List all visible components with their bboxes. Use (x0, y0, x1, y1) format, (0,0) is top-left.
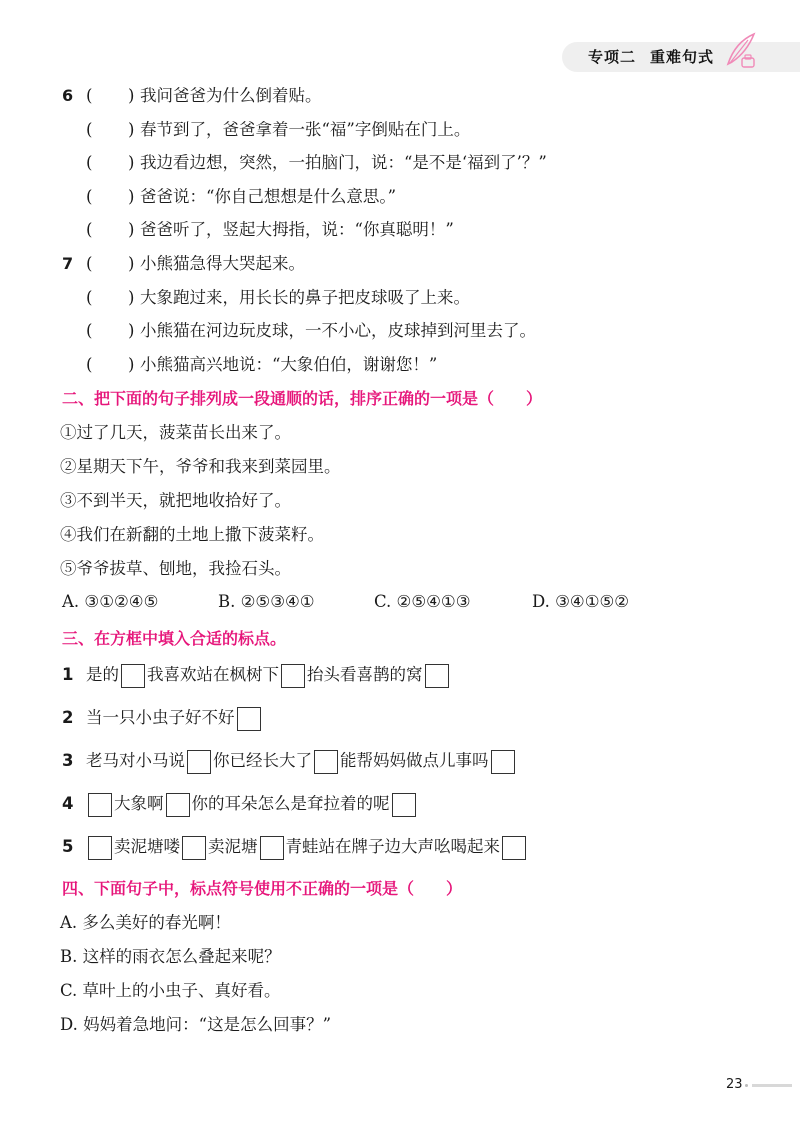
sentence-item: ③不到半天，就把地收拾好了。 (60, 491, 291, 510)
sentence-part: 卖泥塘 (208, 837, 258, 856)
answer-paren-close: ) (128, 86, 135, 105)
sentence-part: 你已经长大了 (213, 751, 312, 770)
punctuation-box[interactable] (314, 750, 338, 774)
answer-paren-close: ) (128, 220, 135, 239)
q6-number: 6 (62, 86, 74, 105)
punctuation-row (62, 748, 517, 774)
punctuation-box[interactable] (121, 664, 145, 688)
punctuation-row (62, 791, 418, 817)
item-number: 3 (62, 751, 74, 770)
punctuation-box[interactable] (502, 836, 526, 860)
choice-option: D. ③④①⑤② (532, 592, 630, 611)
answer-paren-close: ) (128, 287, 135, 307)
sentence-item: ④我们在新翻的土地上撒下菠菜籽。 (60, 525, 324, 544)
choice-option: A. 多么美好的春光啊！ (60, 913, 231, 932)
choice-option: C. ②⑤④①③ (374, 592, 471, 611)
q6-line: 爸爸听了，竖起大拇指，说：“你真聪明！” (140, 220, 454, 239)
answer-paren-open: ( (86, 220, 93, 239)
footer-rule (752, 1084, 792, 1087)
punctuation-box[interactable] (88, 793, 112, 817)
item-number: 2 (62, 708, 74, 727)
answer-paren-close: ) (128, 153, 135, 172)
punctuation-row (62, 662, 451, 688)
feather-quill-icon (722, 30, 758, 70)
sentence-part: 能帮妈妈做点儿事吗 (340, 751, 489, 770)
punctuation-box[interactable] (237, 707, 261, 731)
punctuation-box[interactable] (166, 793, 190, 817)
sentence-item: ②星期天下午，爷爷和我来到菜园里。 (60, 457, 341, 476)
header-series: 专项二 (588, 48, 637, 66)
sentence-part: 青蛙站在牌子边大声吆喝起来 (285, 837, 500, 856)
answer-paren-close: ) (128, 254, 135, 273)
q6-line: 爸爸说：“你自己想想是什么意思。” (140, 186, 397, 206)
q6-line: 春节到了，爸爸拿着一张“福”字倒贴在门上。 (140, 119, 471, 139)
answer-paren-close: ) (128, 321, 135, 340)
sentence-part: 当一只小虫子好不好 (86, 708, 235, 727)
choice-option: A. ③①②④⑤ (62, 592, 159, 611)
page-number: 23 (726, 1077, 743, 1092)
q6-line: 我问爸爸为什么倒着贴。 (140, 86, 322, 105)
punctuation-box[interactable] (182, 836, 206, 860)
sentence-item: ⑤爷爷拔草、刨地，我捡石头。 (60, 559, 291, 578)
punctuation-row (62, 705, 263, 731)
header-topic: 重难句式 (650, 48, 715, 66)
section-3-title: 三、在方框中填入合适的标点。 (62, 629, 287, 648)
punctuation-box[interactable] (425, 664, 449, 688)
choice-option: C. 草叶上的小虫子、真好看。 (60, 981, 281, 1000)
q7-line: 小熊猫在河边玩皮球，一不小心，皮球掉到河里去了。 (140, 321, 536, 340)
punctuation-box[interactable] (88, 836, 112, 860)
sentence-part: 大象啊 (114, 794, 164, 813)
q6-line: 我边看边想，突然，一拍脑门，说：“是不是‘福到了’？” (140, 153, 547, 172)
punctuation-row (62, 834, 528, 860)
footer-dot (745, 1084, 748, 1087)
item-number: 1 (62, 665, 74, 684)
answer-paren-close: ) (128, 354, 135, 374)
answer-paren-close: ) (128, 119, 135, 139)
punctuation-box[interactable] (260, 836, 284, 860)
section-4-title: 四、下面句子中，标点符号使用不正确的一项是（ ） (62, 879, 463, 898)
answer-paren-open: ( (86, 186, 93, 206)
item-number: 4 (62, 794, 74, 813)
answer-paren-open: ( (86, 354, 93, 374)
choice-option: D. 妈妈着急地问：“这是怎么回事？” (60, 1015, 332, 1034)
punctuation-box[interactable] (392, 793, 416, 817)
q7-number: 7 (62, 254, 74, 273)
answer-paren-open: ( (86, 287, 93, 307)
sentence-item: ①过了几天，菠菜苗长出来了。 (60, 423, 291, 442)
answer-paren-open: ( (86, 321, 93, 340)
answer-paren-open: ( (86, 254, 93, 273)
choice-option: B. ②⑤③④① (218, 592, 315, 611)
q7-line: 小熊猫急得大哭起来。 (140, 254, 305, 273)
choice-option: B. 这样的雨衣怎么叠起来呢？ (60, 947, 281, 966)
punctuation-box[interactable] (187, 750, 211, 774)
sentence-part: 我喜欢站在枫树下 (147, 665, 279, 684)
sentence-part: 卖泥塘喽 (114, 837, 180, 856)
answer-paren-open: ( (86, 119, 93, 139)
answer-paren-close: ) (128, 186, 135, 206)
sentence-part: 是的 (86, 665, 119, 684)
section-2-title: 二、把下面的句子排列成一段通顺的话，排序正确的一项是（ ） (62, 389, 543, 408)
sentence-part: 你的耳朵怎么是耷拉着的呢 (191, 794, 390, 813)
q7-line: 大象跑过来，用长长的鼻子把皮球吸了上来。 (140, 287, 470, 307)
answer-paren-open: ( (86, 153, 93, 172)
punctuation-box[interactable] (281, 664, 305, 688)
header-title (588, 46, 714, 67)
sentence-part: 老马对小马说 (86, 751, 185, 770)
q7-line: 小熊猫高兴地说：“大象伯伯，谢谢您！” (140, 354, 438, 374)
item-number: 5 (62, 837, 74, 856)
answer-paren-open: ( (86, 86, 93, 105)
punctuation-box[interactable] (491, 750, 515, 774)
sentence-part: 抬头看喜鹊的窝 (307, 665, 423, 684)
